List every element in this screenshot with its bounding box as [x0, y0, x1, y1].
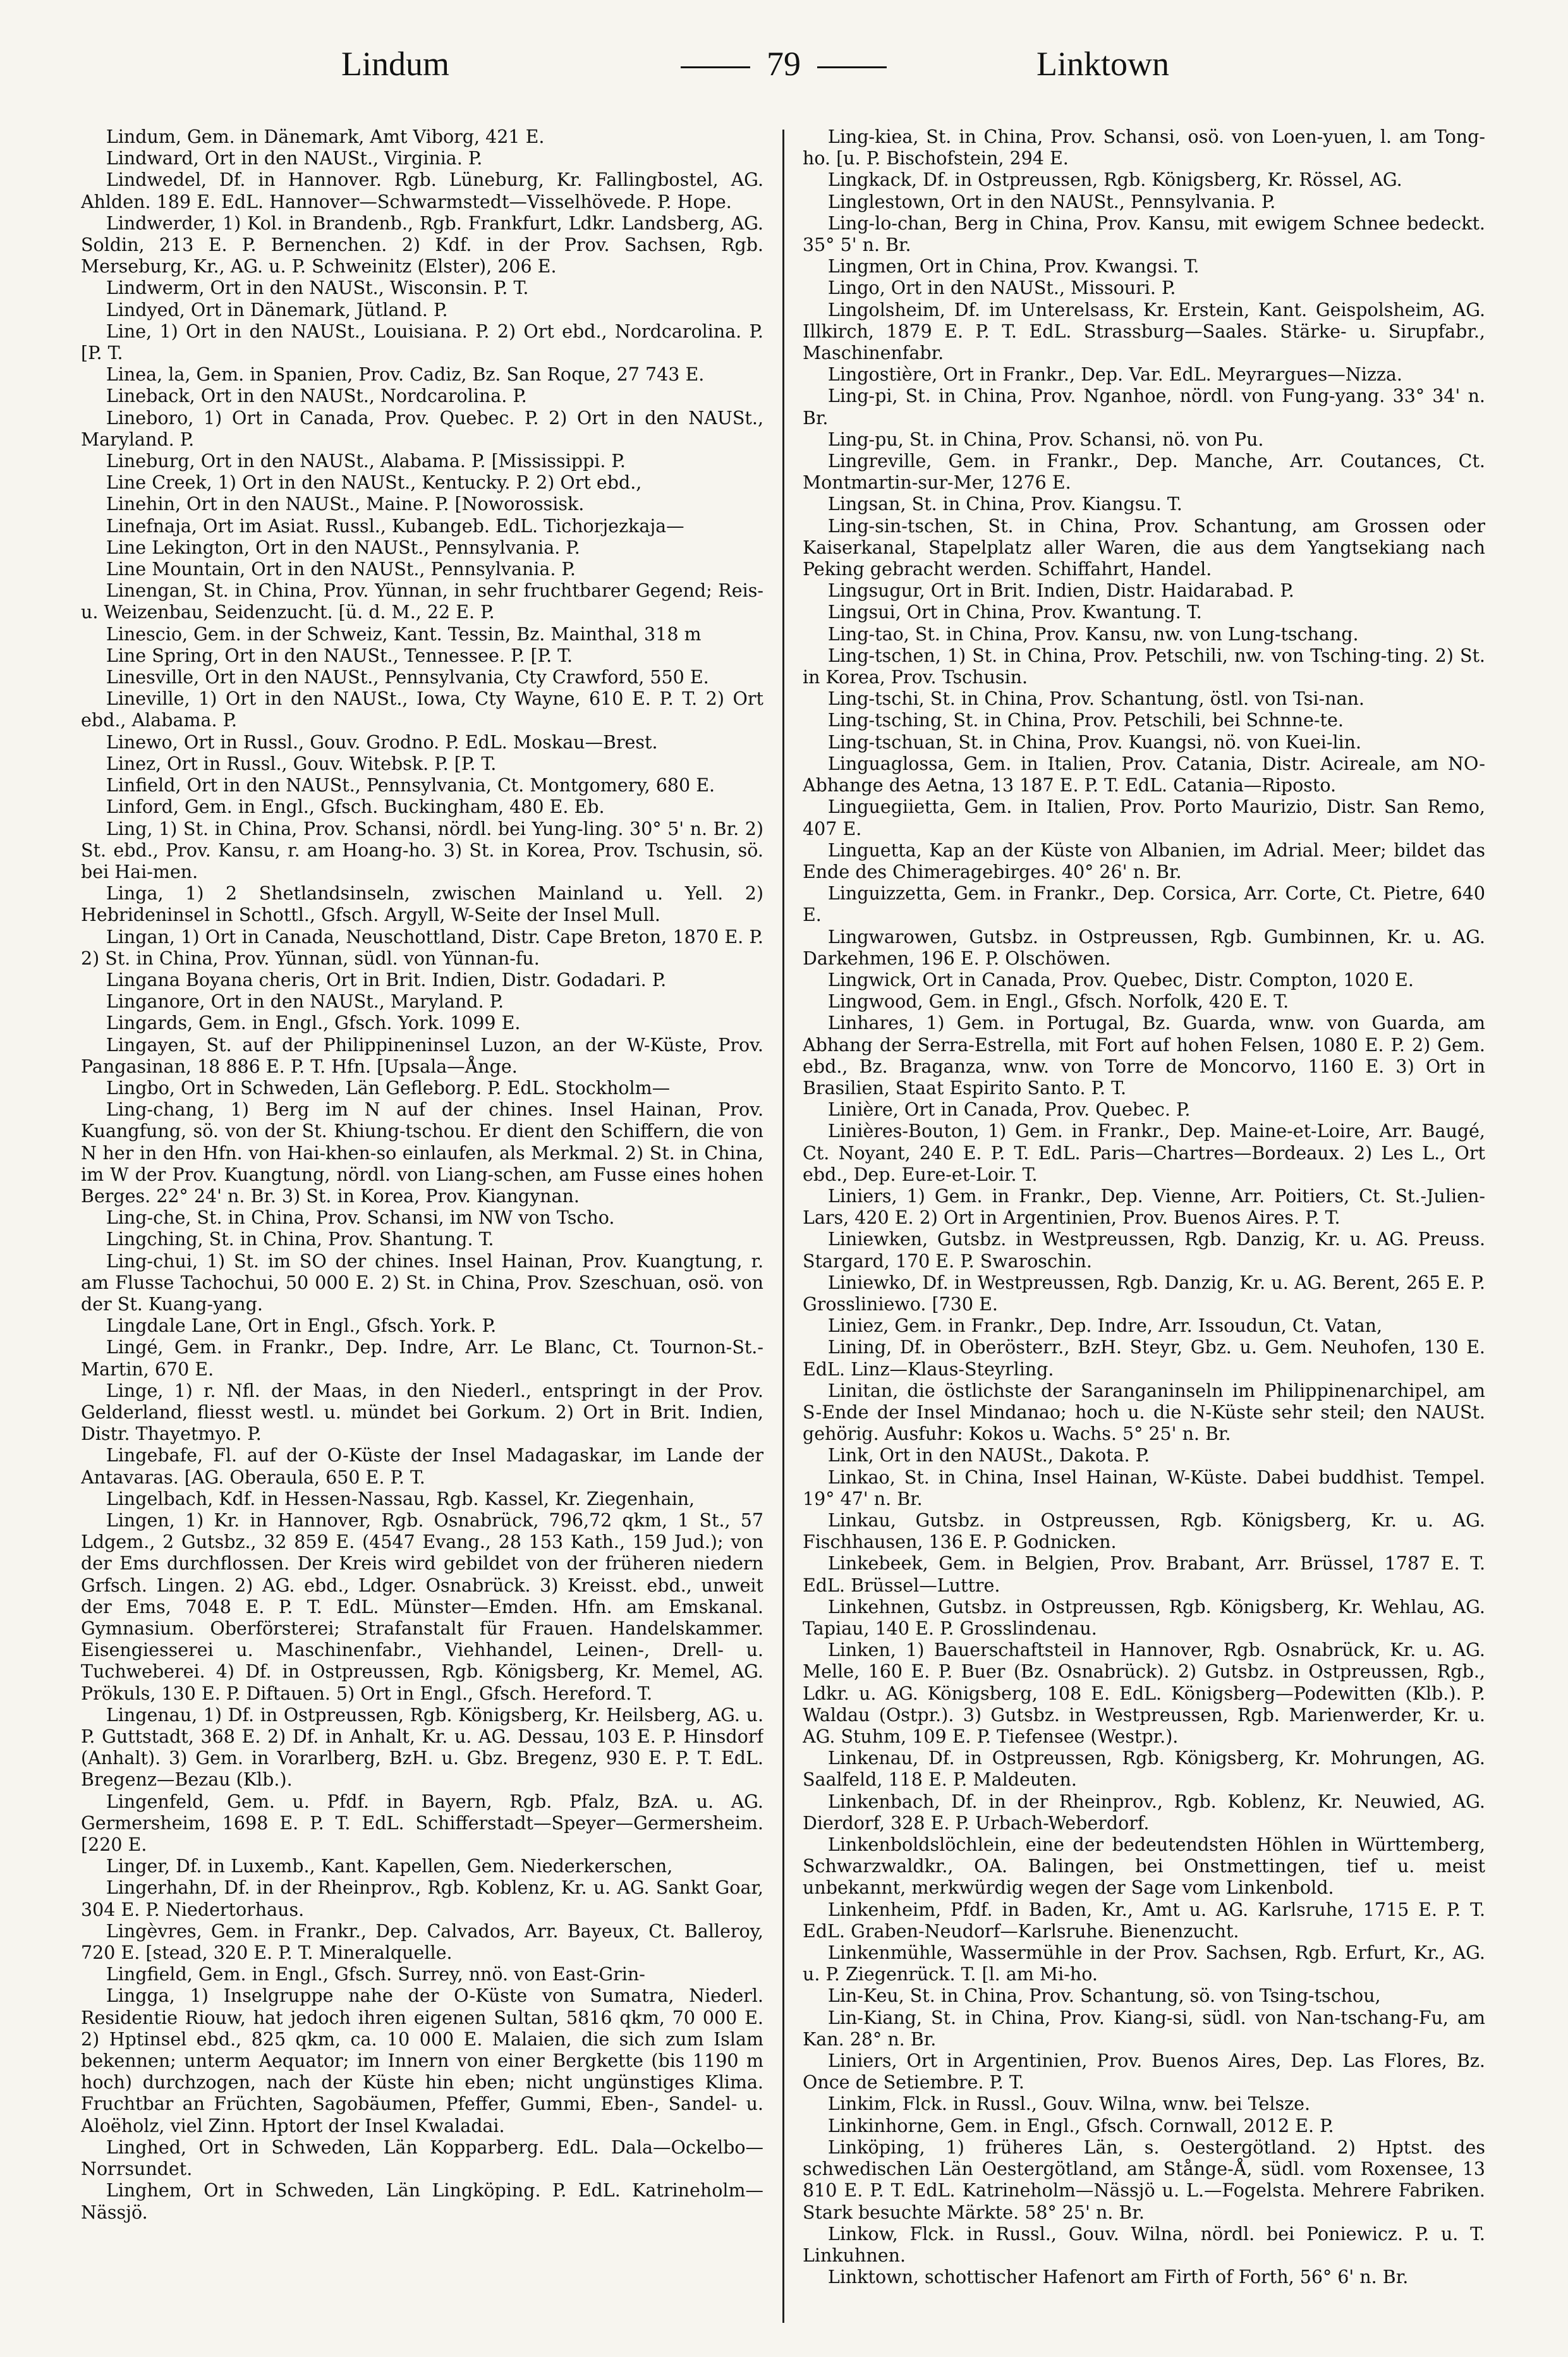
gazetteer-entry: Linfield, Ort in den NAUSt., Pennsylvania, Ct. Montgomery, 680 E.	[106, 775, 715, 796]
gazetteer-entry: Lingga, 1) Inselgruppe nahe der O-Küste von Sumatra, Niederl. Residentie Riouw, hat jedoch ihren eigenen Sultan, 5816 qkm, 70 000 E. 2) Hptinsel ebd., 825 qkm, ca. 10 000 E. Malaien, die sich zum Islam bekennen; unterm Aequator; im Innern von einer Bergkette (bis 1190 m hoch) durchzogen, nach der Küste hin eben; nicht ungünstiges Klima. Fruchtbar an Früchten, Sagobäumen, Pfeffer, Gummi, Eben-, Sandel- u. Aloëholz, viel Zinn. Hptort der Insel Kwaladai.	[81, 1985, 763, 2136]
gazetteer-entry: Lindwedel, Df. in Hannover. Rgb. Lüneburg, Kr. Fallingbostel, AG. Ahlden. 189 E. EdL. Hannover—Schwarmstedt—Visselhövede. P. Hope.	[81, 169, 763, 212]
gazetteer-entry: Line Lekington, Ort in den NAUSt., Pennsylvania. P.	[106, 537, 580, 558]
gazetteer-entry: Lindward, Ort in den NAUSt., Virginia. P.	[106, 148, 483, 169]
gazetteer-entry: Ling-pi, St. in China, Prov. Nganhoe, nördl. von Fung-yang. 33° 34' n. Br.	[803, 386, 1485, 429]
gazetteer-entry: Lingolsheim, Df. im Unterelsass, Kr. Erstein, Kant. Geispolsheim, AG. Illkirch, 1879 E. P. T. EdL. Strassburg—Saales. Stärke- u. Sirupfabr., Maschinenfabr.	[803, 299, 1485, 364]
column-divider	[782, 130, 784, 2323]
gazetteer-entry: Linewo, Ort in Russl., Gouv. Grodno. P. EdL. Moskau—Brest.	[106, 731, 658, 753]
gazetteer-entry: Linga, 1) 2 Shetlandsinseln, zwischen Mainland u. Yell. 2) Hebrideninsel in Schottl., Gfsch. Argyll, W-Seite der Insel Mull.	[81, 883, 763, 926]
left-column	[81, 126, 763, 2326]
gazetteer-entry: Lingayen, St. auf der Philippineninsel Luzon, an der W-Küste, Prov. Pangasinan, 18 886 E. P. T. Hfn. [Upsala—Ånge.	[81, 1034, 763, 1077]
gazetteer-entry: Linköping, 1) früheres Län, s. Oestergötland. 2) Hptst. des schwedischen Län Oestergötland, am Stånge-Å, südl. vom Roxensee, 13 810 E. P. T. EdL. Katrineholm—Nässjö u. L.—Fogelsta. Mehrere Fabriken. Stark besuchte Märkte. 58° 25' n. Br.	[803, 2136, 1485, 2223]
gazetteer-entry: Lingreville, Gem. in Frankr., Dep. Manche, Arr. Coutances, Ct. Montmartin-sur-Mer, 1276 E.	[803, 451, 1485, 494]
gazetteer-entry: Ling-pu, St. in China, Prov. Schansi, nö. von Pu.	[827, 429, 1264, 450]
gazetteer-entry: Ling-lo-chan, Berg in China, Prov. Kansu, mit ewigem Schnee bedeckt. 35° 5' n. Br.	[803, 212, 1485, 256]
gazetteer-entry: Lin-Keu, St. in China, Prov. Schantung, sö. von Tsing-tschou,	[827, 1985, 1381, 2007]
gazetteer-entry: Ling-chang, 1) Berg im N auf der chines. Insel Hainan, Prov. Kuangfung, sö. von der St. Khiung-tschou. Er dient den Schiffern, die von N her in den Hfn. von Hai-khen-so einlaufen, als Merkmal. 2) St. in China, im W der Prov. Kuangtung, nördl. von Liang-schen, am Fusse eines hohen Berges. 22° 24' n. Br. 3) St. in Korea, Prov. Kiangynan.	[81, 1099, 763, 1207]
gazetteer-entry: Ling-tschuan, St. in China, Prov. Kuangsi, nö. von Kuei-lin.	[827, 731, 1362, 753]
page-number: 79	[767, 45, 801, 83]
gazetteer-entry: Lingbo, Ort in Schweden, Län Gefleborg. P. EdL. Stockholm—	[106, 1077, 671, 1099]
gazetteer-entry: Linhares, 1) Gem. in Portugal, Bz. Guarda, wnw. von Guarda, am Abhang der Serra-Estrella, mit Fort auf hohen Felsen, 1080 E. P. 2) Gem. ebd., Bz. Braganza, wnw. von Torre de Moncorvo, 1160 E. 3) Ort in Brasilien, Staat Espirito Santo. P. T.	[803, 1013, 1485, 1099]
header-left-word: Lindum	[341, 45, 449, 83]
gazetteer-entry: Line Mountain, Ort in den NAUSt., Pennsylvania. P.	[106, 559, 576, 580]
gazetteer-entry: Ling-tschi, St. in China, Prov. Schantung, östl. von Tsi-nan.	[827, 688, 1364, 710]
gazetteer-entry: Linesville, Ort in den NAUSt., Pennsylvania, Cty Crawford, 550 E.	[106, 667, 709, 688]
gazetteer-entry: Linehin, Ort in den NAUSt., Maine. P. [Noworossisk.	[106, 494, 585, 515]
gazetteer-entry: Ling-kiea, St. in China, Prov. Schansi, osö. von Loen-yuen, l. am Tong-ho. [u. P. Bischofstein, 294 E.	[803, 126, 1485, 169]
gazetteer-entry: Lingdale Lane, Ort in Engl., Gfsch. York. P.	[106, 1315, 497, 1337]
gazetteer-entry: Lingkack, Df. in Ostpreussen, Rgb. Königsberg, Kr. Rössel, AG.	[827, 169, 1402, 191]
gazetteer-entry: Linkenboldslöchlein, eine der bedeutendsten Höhlen in Württemberg, Schwarzwaldkr., OA. Balingen, bei Onstmettingen, tief u. meist unbekannt, merkwürdig wegen der Sage vom Linkenbold.	[803, 1834, 1485, 1899]
gazetteer-entry: Linghed, Ort in Schweden, Län Kopparberg. EdL. Dala—Ockelbo—Norrsundet.	[81, 2136, 763, 2180]
gazetteer-entry: Link, Ort in den NAUSt., Dakota. P.	[827, 1445, 1150, 1466]
gazetteer-entry: Linguegiietta, Gem. in Italien, Prov. Porto Maurizio, Distr. San Remo, 407 E.	[803, 796, 1485, 839]
gazetteer-entry: Lingching, St. in China, Prov. Shantung. T.	[106, 1229, 494, 1250]
gazetteer-entry: Linea, la, Gem. in Spanien, Prov. Cadiz, Bz. San Roque, 27 743 E.	[106, 364, 705, 386]
gazetteer-entry: Lindwerder, 1) Kol. in Brandenb., Rgb. Frankfurt, Ldkr. Landsberg, AG. Soldin, 213 E. P. Bernenchen. 2) Kdf. in der Prov. Sachsen, Rgb. Merseburg, Kr., AG. u. P. Schweinitz (Elster), 206 E.	[81, 212, 763, 277]
gazetteer-entry: Linkow, Flck. in Russl., Gouv. Wilna, nördl. bei Poniewicz. P. u. T. Linkuhnen.	[803, 2223, 1485, 2266]
gazetteer-entry: Lingwood, Gem. in Engl., Gfsch. Norfolk, 420 E. T.	[827, 991, 1289, 1013]
gazetteer-entry: Linktown, schottischer Hafenort am Firth of Forth, 56° 6' n. Br.	[827, 2267, 1409, 2288]
gazetteer-entry: Liniez, Gem. in Frankr., Dep. Indre, Arr. Issoudun, Ct. Vatan,	[827, 1315, 1383, 1337]
gazetteer-entry: Lingards, Gem. in Engl., Gfsch. York. 1099 E.	[106, 1013, 521, 1034]
gazetteer-entry: Lingen, 1) Kr. in Hannover, Rgb. Osnabrück, 796,72 qkm, 1 St., 57 Ldgem., 2 Gutsbz., 32 859 E. (4547 Evang., 28 153 Kath., 159 Jud.); von der Ems durchflossen. Der Kreis wird gebildet von der früheren niedern Grfsch. Lingen. 2) AG. ebd., Ldger. Osnabrück. 3) Kreisst. ebd., unweit der Ems, 7048 E. P. T. EdL. Münster—Emden. Hfn. am Emskanal. Gymnasium. Oberförsterei; Strafanstalt für Frauen. Handelskammer. Eisengiesserei u. Maschinenfabr., Viehhandel, Leinen-, Drell- u. Tuchweberei. 4) Df. in Ostpreussen, Rgb. Königsberg, Kr. Memel, AG. Prökuls, 130 E. P. Diftauen. 5) Ort in Engl., Gfsch. Hereford. T.	[81, 1510, 763, 1704]
gazetteer-entry: Lineburg, Ort in den NAUSt., Alabama. P. [Mississippi. P.	[106, 451, 626, 472]
gazetteer-entry: Liniewko, Df. in Westpreussen, Rgb. Danzig, Kr. u. AG. Berent, 265 E. P. Grossliniewo. [730 E.	[803, 1272, 1485, 1315]
gazetteer-entry: Lingo, Ort in den NAUSt., Missouri. P.	[827, 277, 1176, 299]
gazetteer-entry: Linglestown, Ort in den NAUSt., Pennsylvania. P.	[827, 191, 1276, 212]
header-dash-left	[681, 66, 750, 68]
gazetteer-entry: Lindwerm, Ort in den NAUSt., Wisconsin. P. T.	[106, 277, 529, 299]
gazetteer-entry: Lining, Df. in Oberösterr., BzH. Steyr, Gbz. u. Gem. Neuhofen, 130 E. EdL. Linz—Klaus-Steyrling.	[803, 1337, 1485, 1380]
gazetteer-entry: Linkenmühle, Wassermühle in der Prov. Sachsen, Rgb. Erfurt, Kr., AG. u. P. Ziegenrück. T. [l. am Mi-ho.	[803, 1942, 1485, 1985]
right-column	[803, 126, 1485, 2326]
gazetteer-entry: Lineville, 1) Ort in den NAUSt., Iowa, Cty Wayne, 610 E. P. T. 2) Ort ebd., Alabama. P.	[81, 688, 763, 731]
gazetteer-entry: Lingsugur, Ort in Brit. Indien, Distr. Haidarabad. P.	[827, 580, 1294, 602]
gazetteer-entry: Ling, 1) St. in China, Prov. Schansi, nördl. bei Yung-ling. 30° 5' n. Br. 2) St. ebd., Prov. Kansu, r. am Hoang-ho. 3) St. in Korea, Prov. Tschusin, sö. bei Hai-men.	[81, 818, 763, 882]
gazetteer-entry: Linez, Ort in Russl., Gouv. Witebsk. P. [P. T.	[106, 753, 497, 774]
gazetteer-entry: Linger, Df. in Luxemb., Kant. Kapellen, Gem. Niederkerschen,	[106, 1856, 673, 1877]
page-header	[82, 44, 1485, 120]
gazetteer-entry: Lingsui, Ort in China, Prov. Kwantung. T.	[827, 602, 1202, 623]
gazetteer-entry: Lingenau, 1) Df. in Ostpreussen, Rgb. Königsberg, Kr. Heilsberg, AG. u. P. Guttstadt, 368 E. 2) Df. in Anhalt, Kr. u. AG. Dessau, 103 E. P. Hinsdorf (Anhalt). 3) Gem. in Vorarlberg, BzH. u. Gbz. Bregenz, 930 E. P. T. EdL. Bregenz—Bezau (Klb.).	[81, 1704, 763, 1791]
gazetteer-entry: Linkinhorne, Gem. in Engl., Gfsch. Cornwall, 2012 E. P.	[827, 2115, 1334, 2136]
gazetteer-entry: Linengan, St. in China, Prov. Yünnan, in sehr fruchtbarer Gegend; Reis- u. Weizenbau, Seidenzucht. [ü. d. M., 22 E. P.	[81, 580, 763, 623]
gazetteer-entry: Linefnaja, Ort im Asiat. Russl., Kubangeb. EdL. Tichorjezkaja—	[106, 515, 684, 537]
gazetteer-entry: Line Creek, 1) Ort in den NAUSt., Kentucky. P. 2) Ort ebd.,	[106, 472, 642, 494]
gazetteer-entry: Linkau, Gutsbz. in Ostpreussen, Rgb. Königsberg, Kr. u. AG. Fischhausen, 136 E. P. Godnicken.	[803, 1510, 1485, 1553]
gazetteer-entry: Linghem, Ort in Schweden, Län Lingköping. P. EdL. Katrineholm—Nässjö.	[81, 2180, 763, 2223]
gazetteer-entry: Liniewken, Gutsbz. in Westpreussen, Rgb. Danzig, Kr. u. AG. Preuss. Stargard, 170 E. P. Swaroschin.	[803, 1229, 1485, 1272]
gazetteer-entry: Linkenbach, Df. in der Rheinprov., Rgb. Koblenz, Kr. Neuwied, AG. Dierdorf, 328 E. P. Urbach-Weberdorf.	[803, 1791, 1485, 1834]
gazetteer-entry: Lingé, Gem. in Frankr., Dep. Indre, Arr. Le Blanc, Ct. Tournon-St.-Martin, 670 E.	[81, 1337, 763, 1380]
gazetteer-entry: Lingan, 1) Ort in Canada, Neuschottland, Distr. Cape Breton, 1870 E. P. 2) St. in China, Prov. Yünnan, südl. von Yünnan-fu.	[81, 926, 763, 969]
gazetteer-entry: Lin-Kiang, St. in China, Prov. Kiang-si, südl. von Nan-tschang-Fu, am Kan. 28° n. Br.	[803, 2007, 1485, 2050]
gazetteer-entry: Lingana Boyana cheris, Ort in Brit. Indien, Distr. Godadari. P.	[106, 969, 667, 990]
gazetteer-entry: Linkenheim, Pfdf. in Baden, Kr., Amt u. AG. Karlsruhe, 1715 E. P. T. EdL. Graben-Neudorf—Karlsruhe. Bienenzucht.	[803, 1899, 1485, 1942]
gazetteer-entry: Linitan, die östlichste der Saranganinseln im Philippinenarchipel, am S-Ende der Insel Mindanao; hoch u. die N-Küste sehr steil; den NAUSt. gehörig. Ausfuhr: Kokos u. Wachs. 5° 25' n. Br.	[803, 1380, 1485, 1445]
gazetteer-entry: Linescio, Gem. in der Schweiz, Kant. Tessin, Bz. Mainthal, 318 m	[106, 623, 702, 645]
header-dash-right	[817, 66, 887, 68]
gazetteer-entry: Linford, Gem. in Engl., Gfsch. Buckingham, 480 E. Eb.	[106, 796, 605, 818]
gazetteer-entry: Linguizzetta, Gem. in Frankr., Dep. Corsica, Arr. Corte, Ct. Pietre, 640 E.	[803, 883, 1485, 926]
gazetteer-entry: Linge, 1) r. Nfl. der Maas, in den Niederl., entspringt in der Prov. Gelderland, fliesst westl. u. mündet bei Gorkum. 2) Ort in Brit. Indien, Distr. Thayetmyo. P.	[81, 1380, 763, 1445]
gazetteer-entry: Liniers, Ort in Argentinien, Prov. Buenos Aires, Dep. Las Flores, Bz. Once de Setiembre. P. T.	[803, 2050, 1485, 2093]
gazetteer-entry: Linken, 1) Bauerschaftsteil in Hannover, Rgb. Osnabrück, Kr. u. AG. Melle, 160 E. P. Buer (Bz. Osnabrück). 2) Gutsbz. in Ostpreussen, Rgb., Ldkr. u. AG. Königsberg, 108 E. EdL. Königsberg—Podewitten (Klb.). P. Waldau (Ostpr.). 3) Gutsbz. in Westpreussen, Rgb. Marienwerder, Kr. u. AG. Stuhm, 109 E. P. Tiefensee (Westpr.).	[803, 1640, 1485, 1748]
gazetteer-entry: Linguetta, Kap an der Küste von Albanien, im Adrial. Meer; bildet das Ende des Chimeragebirges. 40° 26' n. Br.	[803, 839, 1485, 882]
gazetteer-entry: Line, 1) Ort in den NAUSt., Louisiana. P. 2) Ort ebd., Nordcarolina. P. [P. T.	[81, 320, 763, 364]
gazetteer-entry: Linguaglossa, Gem. in Italien, Prov. Catania, Distr. Acireale, am NO-Abhange des Aetna, 13 187 E. P. T. EdL. Catania—Riposto.	[803, 753, 1485, 796]
gazetteer-entry: Lingelbach, Kdf. in Hessen-Nassau, Rgb. Kassel, Kr. Ziegenhain,	[106, 1488, 695, 1509]
gazetteer-entry: Linganore, Ort in den NAUSt., Maryland. P.	[106, 991, 504, 1013]
gazetteer-entry: Lingebafe, Fl. auf der O-Küste der Insel Madagaskar, im Lande der Antavaras. [AG. Oberaula, 650 E. P. T.	[81, 1445, 763, 1488]
gazetteer-entry: Lingostière, Ort in Frankr., Dep. Var. EdL. Meyrargues—Nizza.	[827, 364, 1402, 386]
gazetteer-entry: Lingerhahn, Df. in der Rheinprov., Rgb. Koblenz, Kr. u. AG. Sankt Goar, 304 E. P. Niedertorhaus.	[81, 1877, 763, 1920]
header-right-word: Linktown	[1036, 45, 1169, 83]
gazetteer-entry: Lingenfeld, Gem. u. Pfdf. in Bayern, Rgb. Pfalz, BzA. u. AG. Germersheim, 1698 E. P. T. EdL. Schifferstadt—Speyer—Germersheim. [220 E.	[81, 1791, 763, 1856]
gazetteer-entry: Lineboro, 1) Ort in Canada, Prov. Quebec. P. 2) Ort in den NAUSt., Maryland. P.	[81, 407, 763, 450]
gazetteer-entry: Linkim, Flck. in Russl., Gouv. Wilna, wnw. bei Telsze.	[827, 2093, 1311, 2115]
gazetteer-entry: Ling-sin-tschen, St. in China, Prov. Schantung, am Grossen oder Kaiserkanal, Stapelplatz aller Waren, die aus dem Yangtsekiang nach Peking gebracht werden. Schiffahrt, Handel.	[803, 515, 1485, 580]
gazetteer-entry: Linkehnen, Gutsbz. in Ostpreussen, Rgb. Königsberg, Kr. Wehlau, AG. Tapiau, 140 E. P. Grosslindenau.	[803, 1596, 1485, 1640]
header-page-number-group	[648, 44, 920, 83]
gazetteer-entry: Lingwarowen, Gutsbz. in Ostpreussen, Rgb. Gumbinnen, Kr. u. AG. Darkehmen, 196 E. P. Olschöwen.	[803, 926, 1485, 969]
gazetteer-entry: Ling-tschen, 1) St. in China, Prov. Petschili, nw. von Tsching-ting. 2) St. in Korea, Prov. Tschusin.	[803, 645, 1485, 688]
gazetteer-entry: Linière, Ort in Canada, Prov. Quebec. P.	[827, 1099, 1191, 1121]
gazetteer-entry: Lindum, Gem. in Dänemark, Amt Viborg, 421 E.	[106, 126, 545, 147]
gazetteer-entry: Linières-Bouton, 1) Gem. in Frankr., Dep. Maine-et-Loire, Arr. Baugé, Ct. Noyant, 240 E. P. T. EdL. Paris—Chartres—Bordeaux. 2) Les L., Ort ebd., Dep. Eure-et-Loir. T.	[803, 1121, 1485, 1185]
gazetteer-entry: Line Spring, Ort in den NAUSt., Tennessee. P. [P. T.	[106, 645, 573, 666]
gazetteer-entry: Lingfield, Gem. in Engl., Gfsch. Surrey, nnö. von East-Grin-	[106, 1964, 645, 1985]
gazetteer-entry: Lingwick, Ort in Canada, Prov. Quebec, Distr. Compton, 1020 E.	[827, 969, 1414, 990]
gazetteer-entry: Lineback, Ort in den NAUSt., Nordcarolina. P.	[106, 386, 527, 407]
gazetteer-entry: Ling-chui, 1) St. im SO der chines. Insel Hainan, Prov. Kuangtung, r. am Flusse Tachochui, 50 000 E. 2) St. in China, Prov. Szeschuan, osö. von der St. Kuang-yang.	[81, 1250, 763, 1315]
gazetteer-entry: Lingèvres, Gem. in Frankr., Dep. Calvados, Arr. Bayeux, Ct. Balleroy, 720 E. [stead, 320 E. P. T. Mineralquelle.	[81, 1920, 763, 1964]
gazetteer-entry: Linkenau, Df. in Ostpreussen, Rgb. Königsberg, Kr. Mohrungen, AG. Saalfeld, 118 E. P. Maldeuten.	[803, 1748, 1485, 1791]
gazetteer-entry: Ling-tsching, St. in China, Prov. Petschili, bei Schnne-te.	[827, 710, 1344, 731]
gazetteer-entry: Linkebeek, Gem. in Belgien, Prov. Brabant, Arr. Brüssel, 1787 E. T. EdL. Brüssel—Luttre.	[803, 1553, 1485, 1596]
gazetteer-entry: Lingsan, St. in China, Prov. Kiangsu. T.	[827, 494, 1182, 515]
gazetteer-entry: Ling-che, St. in China, Prov. Schansi, im NW von Tscho.	[106, 1207, 615, 1229]
gazetteer-entry: Lingmen, Ort in China, Prov. Kwangsi. T.	[827, 256, 1200, 277]
gazetteer-entry: Ling-tao, St. in China, Prov. Kansu, nw. von Lung-tschang.	[827, 623, 1359, 645]
gazetteer-entry: Linkao, St. in China, Insel Hainan, W-Küste. Dabei buddhist. Tempel. 19° 47' n. Br.	[803, 1466, 1485, 1509]
gazetteer-entry: Lindyed, Ort in Dänemark, Jütland. P.	[106, 299, 448, 320]
gazetteer-entry: Liniers, 1) Gem. in Frankr., Dep. Vienne, Arr. Poitiers, Ct. St.-Julien-Lars, 420 E. 2) Ort in Argentinien, Prov. Buenos Aires. P. T.	[803, 1185, 1485, 1229]
